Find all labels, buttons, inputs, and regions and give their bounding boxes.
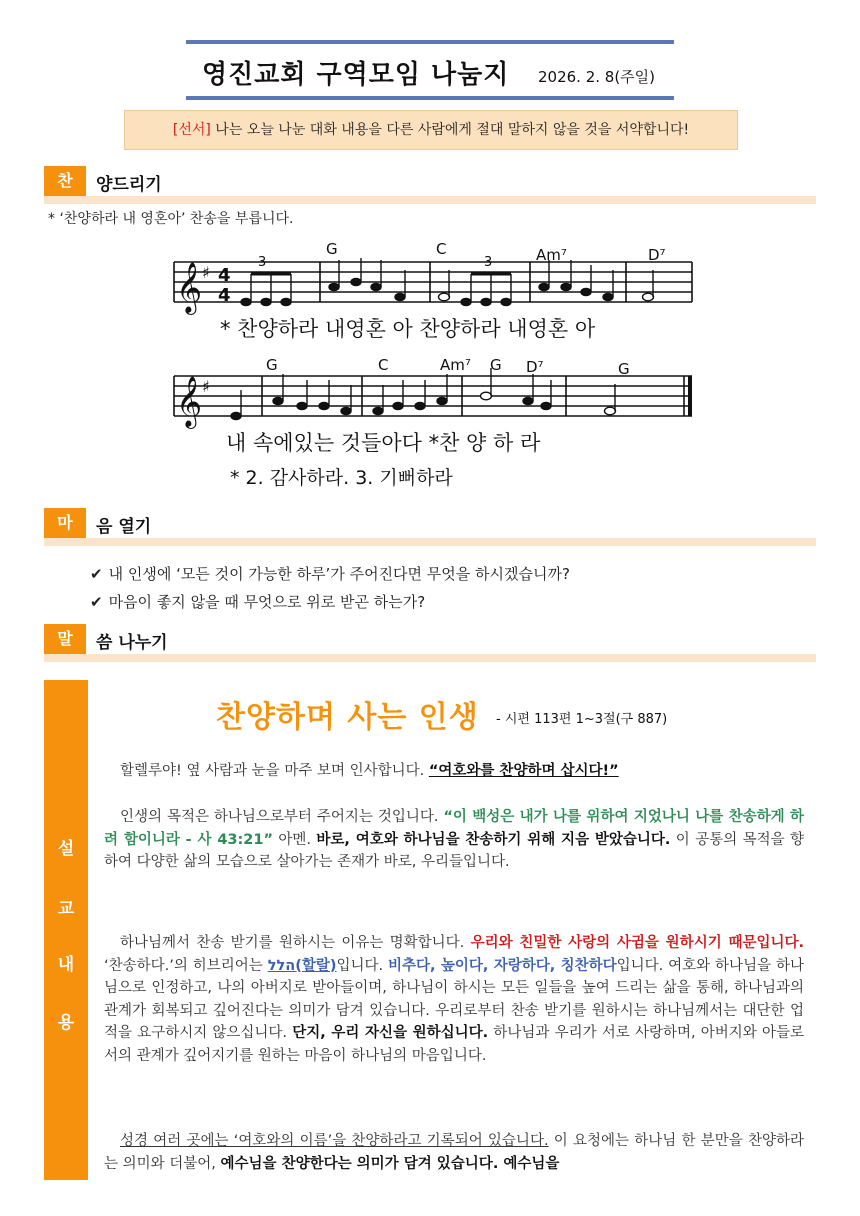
section-title: 씀 나누기 [96,633,168,653]
title-banner [186,40,674,100]
sermon-reference: - 시편 113편 1~3절(구 887) [496,712,668,727]
sermon-title: 찬양하며 사는 인생 [216,700,479,735]
checkmark-icon: ✔ [90,565,103,583]
chord-label: C [378,356,389,374]
chord-label: G [266,356,278,374]
pledge-tag: [선서] [172,122,211,138]
paragraph-3: 하나님께서 찬송 받기를 원하시는 이유는 명확합니다. 우리와 친밀한 사랑의 사귐을 원하시기 때문입니다. ‘찬송하다.’의 히브리어는 הלל(할랄)입니다. 비추다, 높이다, 자랑하다, 칭찬하다입니다. 여호와 하나님을 하나님으로 인정하고, 나의 아버지로 받아들이며, 하나님이 하시는 모든 일들을 높여 드리는 삶을 통해, 하나님과의 관계가 회복되고 깊어진다는 의미가 담겨 있습니다. 우리로부터 찬송 받기를 원하시는 하나님께서는 대단한 업적을 요구하시지 않으십니다. 단지, 우리 자신을 원하십니다. 하나님과 우리가 서로 사랑하며, 아버지와 아들로서의 관계가 깊어지기를 원하는 마음이 하나님의 마음입니다. [104,935,804,1064]
chord-label: Am⁷ [536,246,567,264]
section-divider [44,654,816,662]
triplet-mark: 3 [258,255,267,270]
sharp-icon: ♯ [202,263,210,282]
question-item: ✔ 마음이 좋지 않을 때 무엇으로 위로 받곤 하는가? [90,593,426,611]
question-item: ✔ 내 인생에 ‘모든 것이 가능한 하루’가 주어진다면 무엇을 하시겠습니까? [90,565,570,583]
pledge-text: 나는 오늘 나눈 대화 내용을 다른 사람에게 절대 말하지 않을 것을 서약합니다! [210,122,690,138]
chord-label: Am⁷ [440,356,471,374]
question-list [90,560,570,616]
time-sig-top: 4 [218,265,231,286]
section-divider [44,196,816,204]
treble-clef-icon: 𝄞 [176,262,203,313]
chord-label: C [436,240,447,258]
chord-label: G [618,360,630,378]
pledge-box [124,110,738,150]
section-title: 양드리기 [96,175,162,195]
chord-label: D⁷ [526,358,544,376]
hymn-note: * ‘찬양하라 내 영혼아’ 찬송을 부릅니다. [48,211,294,227]
checkmark-icon: ✔ [90,593,103,611]
chord-label: G [490,356,502,374]
chord-label: D⁷ [648,246,666,264]
section-title: 음 열기 [96,517,152,537]
triplet-mark: 3 [484,255,493,270]
page-title: 영진교회 구역모임 나눔지 [202,60,510,90]
lyrics-line-2: 내 속에있는 것들아다 *찬 양 하 라 [226,431,541,455]
section-divider [44,538,816,546]
paragraph-1: 할렐루야! 옆 사람과 눈을 마주 보며 인사합니다. “여호와를 찬양하며 삽시다!” [120,763,619,779]
verse-note: * 2. 감사하라. 3. 기뻐하라 [230,467,453,489]
lyrics-line-1: * 찬양하라 내영혼 아 찬양하라 내영혼 아 [220,317,596,341]
paragraph-2: 인생의 목적은 하나님으로부터 주어지는 것입니다. “이 백성은 내가 나를 위하여 지었나니 나를 찬송하게 하려 함이니라 - 사 43:21” 아멘. 바로, 여호와 하나님을 찬송하기 위해 지음 받았습니다. 이 공통의 목적을 향하여 다양한 삶의 모습으로 살아가는 존재가 바로, 우리들입니다. [104,809,804,870]
meeting-date: 2026. 2. 8(주일) [538,68,656,86]
sharp-icon: ♯ [202,377,210,396]
chord-label: G [326,240,338,258]
music-score [166,240,706,494]
time-sig-bottom: 4 [218,285,231,306]
section-badge: 말 [44,624,86,654]
sermon-side-label: 설 교 내 용 [44,680,88,1180]
paragraph-4: 성경 여러 곳에는 ‘여호와의 이름’을 찬양하라고 기록되어 있습니다. 이 요청에는 하나님 한 분만을 찬양하라는 의미와 더불어, 예수님을 찬양한다는 의미가 담겨 있습니다. 예수님을 [104,1133,804,1172]
section-opening-header [44,508,816,546]
section-badge: 찬 [44,166,86,196]
section-badge: 마 [44,508,86,538]
section-praise-header [44,166,816,204]
section-word-header [44,624,816,662]
treble-clef-icon: 𝄞 [176,376,203,427]
